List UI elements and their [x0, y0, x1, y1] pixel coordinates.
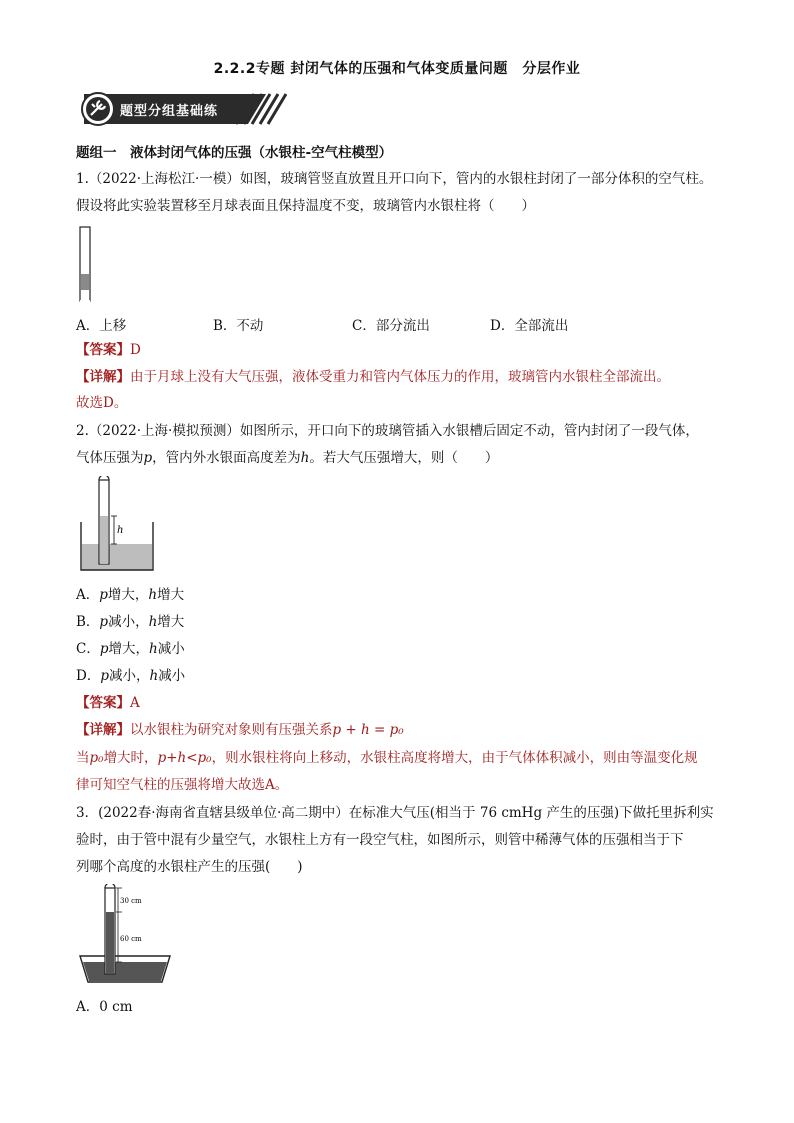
option-text: 减小，: [108, 668, 150, 684]
q1-stem-line2: 假设将此实验装置移至月球表面且保持温度不变，玻璃管内水银柱将（ ）: [76, 198, 535, 214]
option-var: h: [149, 668, 159, 684]
option-letter: B．: [76, 614, 100, 630]
q2-answer-value: A: [130, 695, 140, 711]
q2-stem-text: 。若大气压强增大，则（ ）: [309, 450, 499, 466]
option-letter: A．: [76, 587, 100, 603]
option-var: h: [148, 614, 158, 630]
q1-tube-figure: [78, 226, 94, 304]
q3-stem-line3: 列哪个高度的水银柱产生的压强( ): [76, 859, 303, 875]
detail-text: ，则水银柱将向上移动，水银柱高度将增大，由于气体体积减小，则由等温变化规: [211, 750, 698, 766]
q2-option-a: [76, 586, 184, 604]
q3-stem-line2: 验时，由于管中混有少量空气，水银柱上方有一段空气柱，如图所示，则管中稀薄气体的压强相当于下: [76, 832, 684, 848]
option-text: 增大，: [107, 587, 149, 603]
option-var: h: [148, 587, 158, 603]
q2-detail-line2: [76, 749, 698, 767]
option-var: h: [149, 641, 158, 657]
option-letter: C．: [76, 641, 100, 657]
q1-option-b: B．不动: [213, 318, 264, 334]
q1-detail: [76, 368, 670, 386]
answer-tag: 【答案】: [76, 342, 130, 358]
detail-text: 增大时，: [103, 750, 158, 766]
q3-fig-label-60cm: 60 cm: [120, 935, 142, 943]
q1-option-a: A．上移: [76, 318, 127, 334]
q1-option-d: D．全部流出: [490, 318, 569, 334]
q2-option-c: [76, 640, 185, 658]
option-text: 增大: [157, 614, 185, 630]
detail-var: p₀: [89, 750, 104, 766]
option-letter: D．: [76, 668, 101, 684]
q1-conclusion: 故选D。: [76, 395, 128, 411]
option-text: 减小: [157, 641, 185, 657]
page-title: 2.2.2专题 封闭气体的压强和气体变质量问题 分层作业: [213, 61, 581, 77]
q3-option-a: A．0 cm: [76, 999, 133, 1015]
q2-detail-line3: 律可知空气柱的压强将增大故选A。: [76, 777, 289, 793]
answer-tag: 【答案】: [76, 695, 130, 711]
q2-fig-label-h: h: [117, 525, 124, 536]
option-var: p: [99, 587, 108, 603]
detail-tag: 【详解】: [76, 722, 130, 738]
option-text: 减小: [158, 668, 186, 684]
group-heading: 题组一 液体封闭气体的压强（水银柱-空气柱模型）: [76, 145, 393, 161]
q2-stem-text: 气体压强为: [76, 450, 144, 466]
q2-var-p: p: [143, 450, 153, 466]
q2-stem-line1: 2.（2022·上海·模拟预测）如图所示，开口向下的玻璃管插入水银槽后固定不动，管内封闭了一段气体，: [76, 423, 699, 439]
q2-var-h: h: [300, 450, 310, 466]
q2-answer: [76, 694, 140, 712]
detail-tag: 【详解】: [76, 369, 130, 385]
q2-option-b: [76, 613, 184, 631]
q2-detail-text: 以水银柱为研究对象则有压强关系: [130, 722, 333, 738]
banner-label: 题型分组基础练: [120, 104, 219, 119]
detail-text: 当: [76, 750, 90, 766]
detail-inequality: p+h<p₀: [157, 750, 212, 766]
q1-answer-value: D: [130, 342, 141, 358]
q1-option-c: C．部分流出: [352, 318, 430, 334]
q3-stem-line1: 3．(2022春·海南省直辖县级单位·高二期中）在标准大气压(相当于 76 cmHg 产生的压强)下做托里拆利实: [76, 805, 714, 821]
q2-stem-text: ，管内外水银面高度差为: [152, 450, 301, 466]
q2-stem-line2: [76, 449, 498, 467]
q2-detail: [76, 721, 404, 739]
option-text: 增大: [157, 587, 185, 603]
option-var: p: [100, 668, 109, 684]
q1-detail-text: 由于月球上没有大气压强，液体受重力和管内气体压力的作用，玻璃管内水银柱全部流出。: [130, 369, 670, 385]
q1-answer: [76, 341, 141, 359]
q1-stem-line1: 1.（2022·上海松江·一模）如图，玻璃管竖直放置且开口向下，管内的水银柱封闭了一部分体积的空气柱。: [76, 171, 713, 187]
q3-fig-label-30cm: 30 cm: [120, 897, 142, 905]
option-text: 减小，: [108, 614, 149, 630]
q2-option-d: [76, 667, 185, 685]
q2-formula: p + h = p₀: [332, 722, 404, 738]
option-text: 增大，: [108, 641, 149, 657]
option-var: p: [99, 641, 109, 657]
q3-torricelli-figure: [76, 884, 176, 988]
q2-trough-figure: [78, 476, 158, 576]
option-var: p: [99, 614, 109, 630]
